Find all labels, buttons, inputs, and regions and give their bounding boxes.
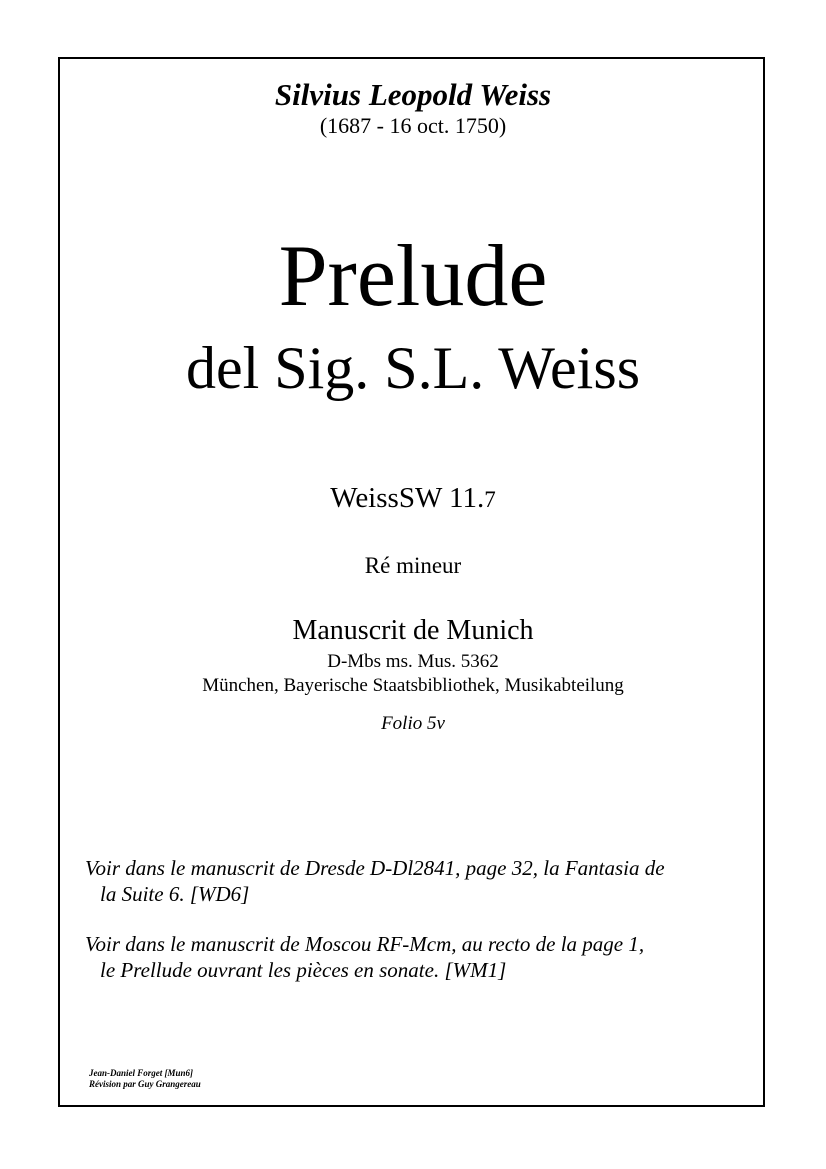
- note-line: Voir dans le manuscrit de Moscou RF-Mcm, au recto de la page 1,: [85, 932, 645, 956]
- manuscript-shelfmark: D-Mbs ms. Mus. 5362: [327, 651, 499, 672]
- composer-dates: (1687 - 16 oct. 1750): [319, 113, 507, 138]
- catalog-suffix: 7: [484, 487, 496, 512]
- note-line: la Suite 6. [WD6]: [100, 882, 250, 906]
- catalog-main: WeissSW 11.: [330, 482, 485, 514]
- manuscript-folio: Folio 5v: [381, 713, 445, 734]
- note-line: Voir dans le manuscrit de Dresde D-Dl2841, page 32, la Fantasia de: [85, 856, 665, 880]
- work-title: Prelude: [278, 228, 548, 325]
- key-signature: Ré mineur: [364, 553, 462, 578]
- credit-revision: Révision par Guy Grangereau: [89, 1079, 201, 1089]
- work-subtitle: del Sig. S.L. Weiss: [185, 335, 641, 401]
- note-moscow: [85, 931, 725, 983]
- credits: [89, 1068, 201, 1090]
- composer-name: Silvius Leopold Weiss: [274, 77, 552, 112]
- note-line: le Prellude ouvrant les pièces en sonate. [WM1]: [100, 958, 507, 982]
- manuscript-library: München, Bayerische Staatsbibliothek, Musikabteilung: [202, 675, 624, 696]
- manuscript-name: Manuscrit de Munich: [292, 615, 534, 646]
- credit-editor: Jean-Daniel Forget [Mun6]: [89, 1068, 194, 1078]
- catalog-number: [0, 480, 826, 518]
- note-dresden: [85, 855, 725, 907]
